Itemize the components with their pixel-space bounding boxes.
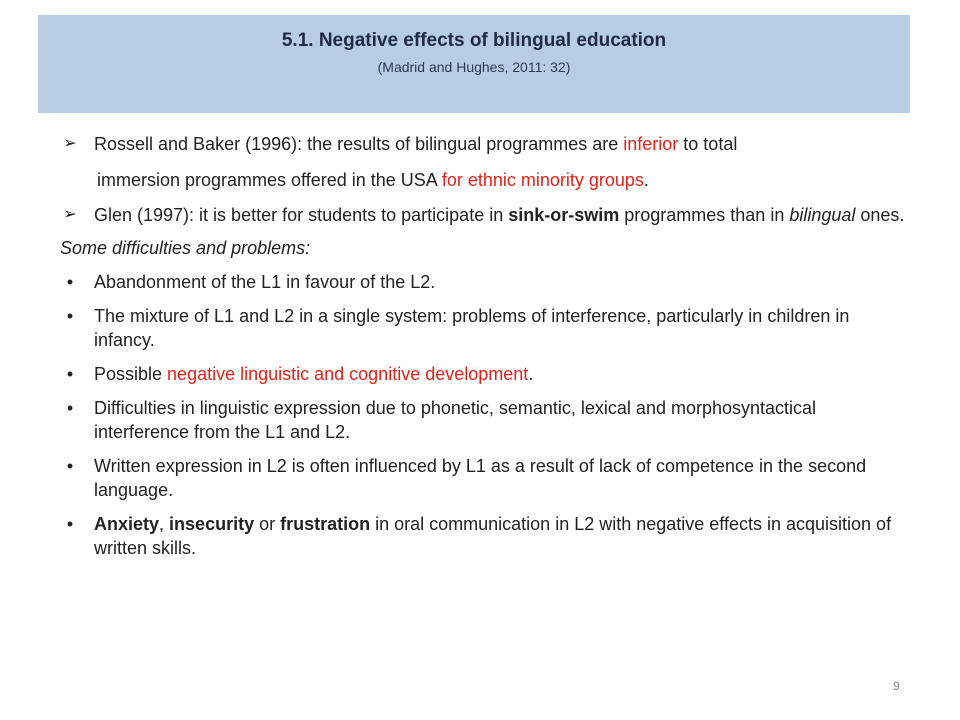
highlight-ethnic-minority: for ethnic minority groups — [441, 170, 644, 190]
bullet-negative-development — [60, 362, 910, 386]
text-segment: in oral communication in L2 with negative effects in acquisition of written skills. — [94, 514, 892, 558]
highlight-frustration: frustration — [280, 514, 371, 534]
arrow-bullet-icon: ➢ — [63, 206, 77, 223]
bullet-anxiety — [60, 512, 910, 560]
text-segment: . — [643, 170, 649, 190]
bullet-mixture — [60, 304, 910, 352]
dot-bullet-icon: • — [66, 364, 74, 384]
bullet-text: Abandonment of the L1 in favour of the L2. — [94, 272, 436, 292]
bullet-text: Difficulties in linguistic expression due to phonetic, semantic, lexical and morphosyntactical interference from the L1 and L2. — [94, 398, 817, 442]
point-glen — [60, 203, 910, 227]
text-segment: to total — [678, 134, 738, 154]
text-segment: programmes than in — [619, 205, 790, 225]
highlight-negative-development: negative linguistic and cognitive development — [167, 364, 529, 384]
page-number: 9 — [893, 679, 900, 693]
text-segment: immersion programmes offered in the USA — [97, 170, 442, 190]
header-band — [38, 15, 910, 113]
text-segment: , — [159, 514, 170, 534]
slide-body — [60, 132, 910, 560]
text-segment: ones. — [855, 205, 905, 225]
arrow-bullet-icon: ➢ — [63, 135, 77, 152]
text-segment: Possible — [94, 364, 168, 384]
text-segment: Glen (1997): it is better for students to participate in — [94, 205, 509, 225]
bullet-text: The mixture of L1 and L2 in a single system: problems of interference, particularly in children in infancy. — [94, 306, 850, 350]
dot-bullet-icon: • — [66, 456, 74, 476]
text-segment: Rossell and Baker (1996): the results of bilingual programmes are — [94, 134, 624, 154]
highlight-bilingual: bilingual — [789, 205, 856, 225]
bullet-abandonment — [60, 270, 910, 294]
subheading: Some difficulties and problems: — [60, 238, 311, 258]
highlight-inferior: inferior — [623, 134, 679, 154]
dot-bullet-icon: • — [66, 272, 74, 292]
bullet-text: Written expression in L2 is often influenced by L1 as a result of lack of competence in the second language. — [94, 456, 867, 500]
slide-title: 5.1. Negative effects of bilingual education — [281, 30, 667, 51]
text-segment: . — [528, 364, 534, 384]
highlight-sink-or-swim: sink-or-swim — [508, 205, 620, 225]
slide-subtitle: (Madrid and Hughes, 2011: 32) — [377, 59, 571, 75]
dot-bullet-icon: • — [66, 514, 74, 534]
highlight-insecurity: insecurity — [169, 514, 255, 534]
dot-bullet-icon: • — [66, 306, 74, 326]
point-rossell-baker — [60, 132, 910, 156]
bullet-written-expression — [60, 454, 910, 502]
dot-bullet-icon: • — [66, 398, 74, 418]
text-segment: or — [254, 514, 281, 534]
highlight-anxiety: Anxiety — [94, 514, 160, 534]
bullet-difficulties-expression — [60, 396, 910, 444]
point-rossell-baker-continuation — [60, 168, 910, 192]
